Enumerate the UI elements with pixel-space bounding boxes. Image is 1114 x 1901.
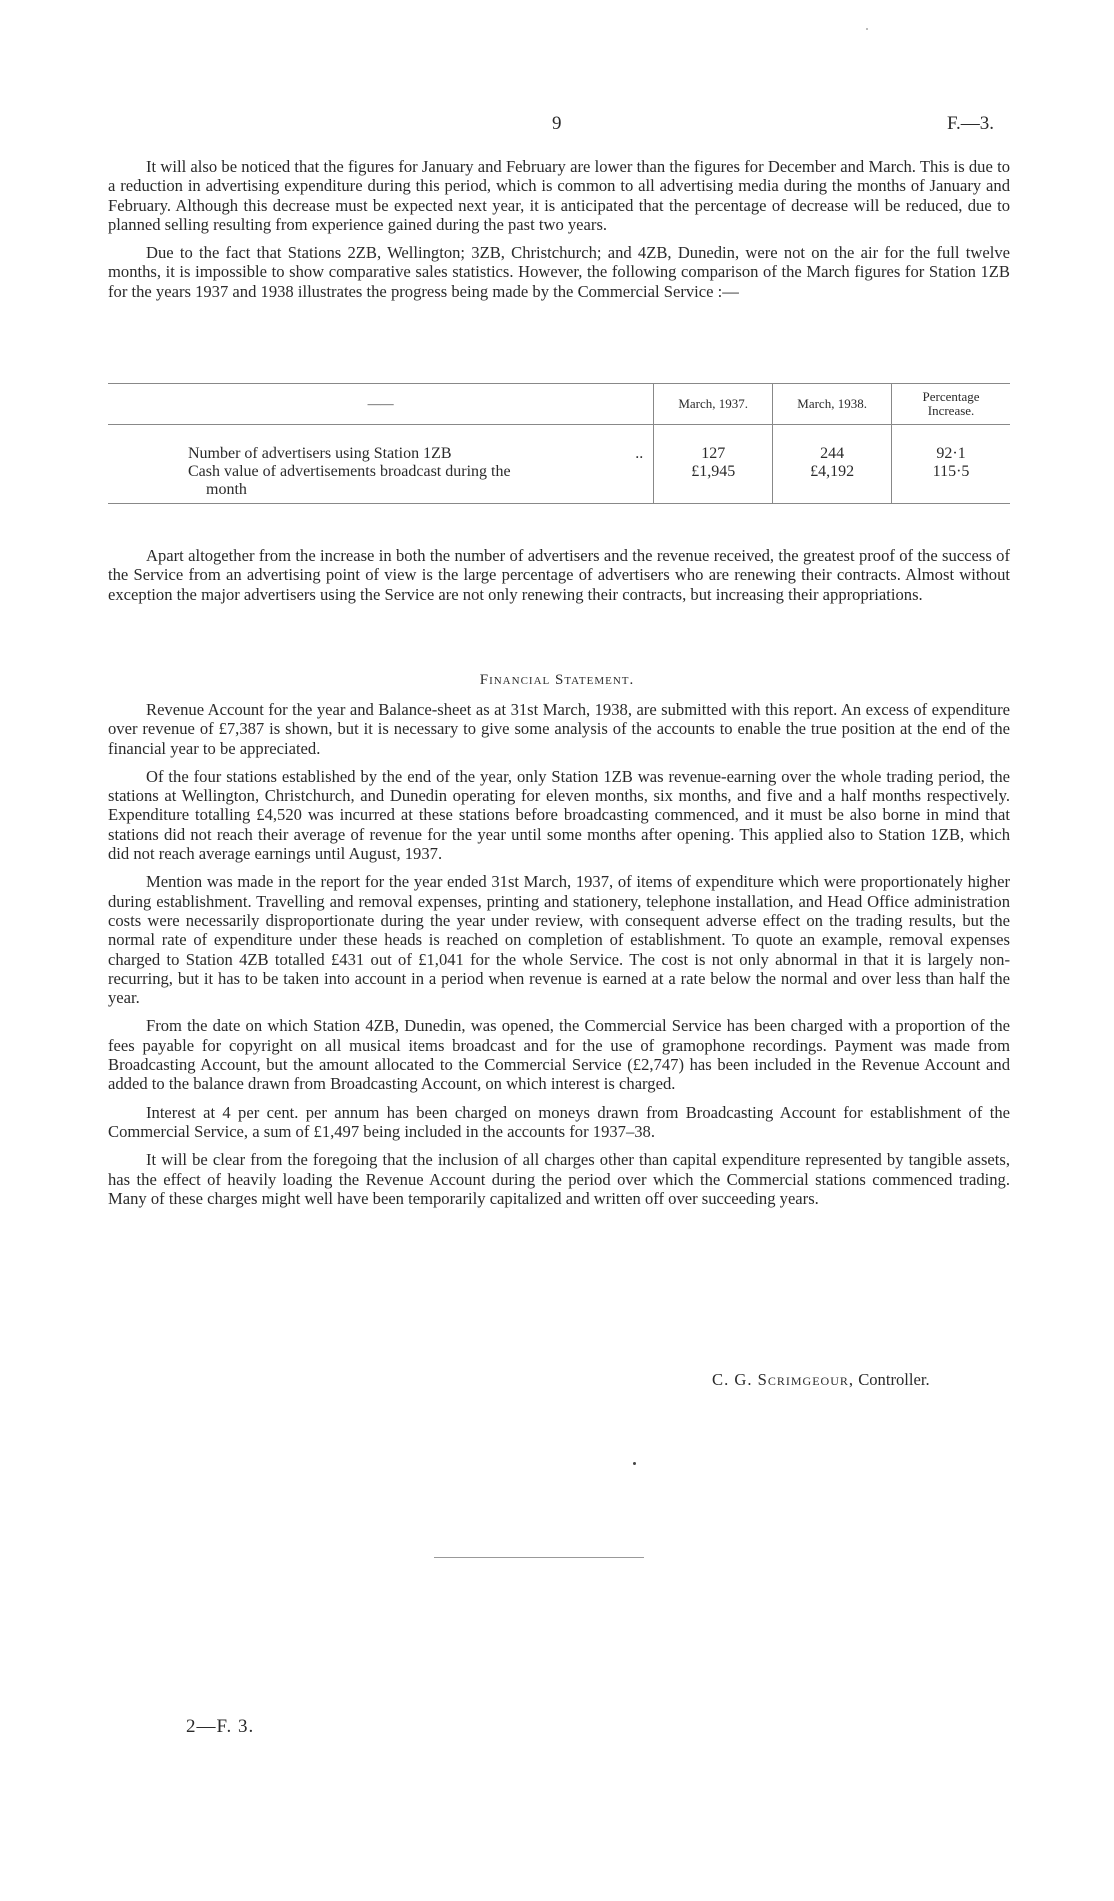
table-row-continuation	[108, 481, 1010, 504]
table-header-percentage	[892, 384, 1010, 425]
table-header-percentage-line1: Percentage	[922, 389, 980, 404]
signatory-name: C. G. Scrimgeour,	[712, 1370, 855, 1389]
table-cell-1937: 127	[654, 445, 773, 463]
table-header-1938: March, 1938.	[773, 384, 892, 425]
printer-mark	[633, 1462, 636, 1465]
comparison-table	[108, 383, 1010, 504]
table-cell-1937: £1,945	[654, 463, 773, 481]
table-row-label: Cash value of advertisements broadcast during the	[188, 463, 511, 480]
table-header-1937: March, 1937.	[654, 384, 773, 425]
table-row	[108, 463, 1010, 481]
paragraph: It will be clear from the foregoing that the inclusion of all charges other than capital expenditure represented by tangible assets, has the effect of heavily loading the Revenue Account during the period over which the Commercial stations commenced trading. Many of these charges might well have been temporarily capitalized and written off over succeeding years.	[108, 1150, 1010, 1208]
paragraph: Due to the fact that Stations 2ZB, Wellington; 3ZB, Christchurch; and 4ZB, Dunedin, were not on the air for the full twelve months, it is impossible to show comparative sales statistics. However, the following comparison of the March figures for Station 1ZB for the years 1937 and 1938 illustrates the progress being made by the Commercial Service :—	[108, 243, 1010, 301]
document-reference: F.—3.	[947, 113, 995, 134]
paragraph: Apart altogether from the increase in both the number of advertisers and the revenue received, the greatest proof of the success of the Service from an advertising point of view is the large percentage of advertisers who are renewing their contracts. Almost without exception the major advertisers using the Service are not only renewing their contracts, but increasing their appropriations.	[108, 546, 1010, 604]
dot-leader: ..	[635, 445, 644, 462]
table-header-row	[108, 384, 1010, 425]
closing-rule	[434, 1557, 644, 1558]
table-cell-percentage: 92·1	[892, 445, 1010, 463]
table-header-percentage-line2: Increase.	[927, 403, 975, 418]
table-header-label: ——	[108, 384, 654, 425]
scan-speck	[866, 28, 868, 30]
paragraph: Of the four stations established by the end of the year, only Station 1ZB was revenue-earning over the whole trading period, the stations at Wellington, Christchurch, and Dunedin operating for eleven months, six months, and five and a half months respectively. Expenditure totalling £4,520 was incurred at these stations before broadcasting commenced, and it must be also borne in mind that stations did not reach their average of revenue for the year until some months after opening. This applied also to Station 1ZB, which did not reach average earnings until August, 1937.	[108, 766, 1010, 864]
table-row-label: Number of advertisers using Station 1ZB ..	[188, 445, 644, 462]
signatory-title: Controller.	[858, 1370, 930, 1389]
table-cell-1938: £4,192	[773, 463, 892, 481]
table-cell-1938: 244	[773, 445, 892, 463]
paragraph: It will also be noticed that the figures for January and February are lower than the figures for December and March. This is due to a reduction in advertising expenditure during this period, which is common to all advertising media during the months of January and February. Although this decrease must be expected next year, it is anticipated that the percentage of decrease will be reduced, due to planned selling resulting from experience gained during the past two years.	[108, 157, 1010, 234]
signature-block	[712, 1370, 930, 1390]
table-row-label-continuation: month	[206, 481, 247, 498]
table-cell-percentage: 115·5	[892, 463, 1010, 481]
financial-section	[108, 700, 1010, 1217]
paragraph: Revenue Account for the year and Balance-sheet as at 31st March, 1938, are submitted with this report. An excess of expenditure over revenue of £7,387 is shown, but it is necessary to give some analysis of the accounts to enable the true position at the end of the financial year to be appreciated.	[108, 700, 1010, 758]
table-row	[108, 445, 1010, 463]
paragraph: From the date on which Station 4ZB, Dunedin, was opened, the Commercial Service has been charged with a proportion of the fees payable for copyright on all musical items broadcast and for the use of gramophone recordings. Payment was made from Broadcasting Account, but the amount allocated to the Commercial Service (£2,747) has been included in the Revenue Account and added to the balance drawn from Broadcasting Account, on which interest is charged.	[108, 1016, 1010, 1094]
post-table-section	[108, 546, 1010, 613]
intro-section	[108, 157, 1010, 310]
section-heading: Financial Statement.	[479, 672, 635, 688]
paragraph: Mention was made in the report for the year ended 31st March, 1937, of items of expenditure which were proportionately higher during establishment. Travelling and removal expenses, printing and stationery, telephone installation, and Head Office administration costs were necessarily disproportionate during the year under review, with consequent adverse effect on the trading results, but the normal rate of expenditure under these heads is reached on completion of establishment. To quote an example, removal expenses charged to Station 4ZB totalled £431 out of £1,041 for the whole Service. The cost is not only abnormal in that it is largely non-recurring, but it has to be taken into account in a period when revenue is earned at a rate below the normal and over less than half the year.	[108, 872, 1010, 1008]
signature-mark: 2—F. 3.	[186, 1716, 255, 1737]
paragraph: Interest at 4 per cent. per annum has been charged on moneys drawn from Broadcasting Account for establishment of the Commercial Service, a sum of £1,497 being included in the accounts for 1937–38.	[108, 1102, 1010, 1141]
page-number: 9	[552, 113, 563, 134]
